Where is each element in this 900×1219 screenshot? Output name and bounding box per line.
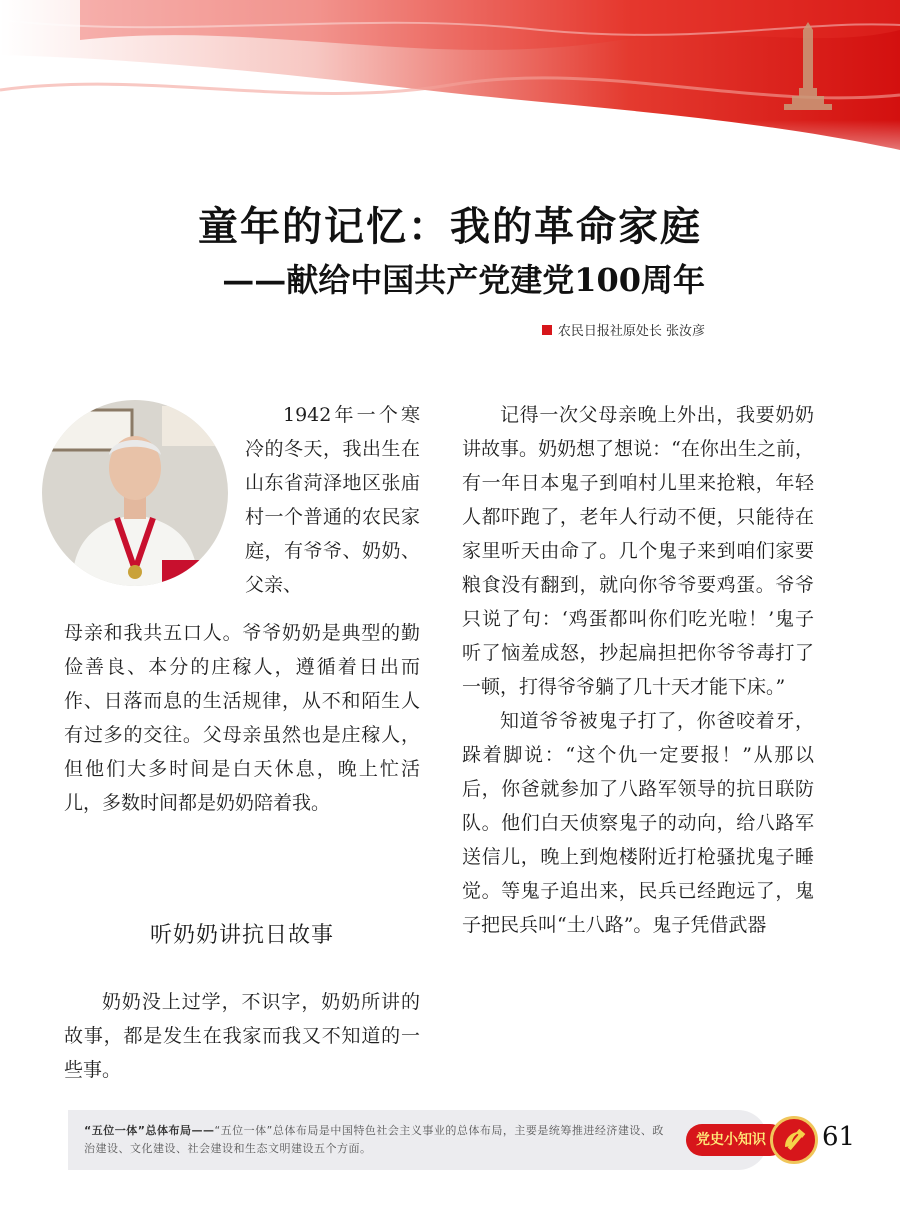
header-banner bbox=[0, 0, 900, 190]
paragraph-text: 知道爷爷被鬼子打了，你爸咬着牙，跺着脚说：“这个仇一定要报！”从那以后，你爸就参加了八路军领导的抗日联防队。他们白天侦察鬼子的动向，给八路军送信儿，晚上到炮楼附近打枪骚扰鬼子睡觉。等鬼子追出来，民兵已经跑远了，鬼子把民兵叫“土八路”。鬼子凭借武器 bbox=[462, 710, 814, 936]
paragraph-text: 奶奶没上过学，不识字，奶奶所讲的故事，都是发生在我家而我又不知道的一些事。 bbox=[64, 991, 420, 1081]
byline-text: 农民日报社原处长 张汝彦 bbox=[557, 324, 705, 339]
author-portrait bbox=[42, 400, 228, 586]
section-heading: 听奶奶讲抗日故事 bbox=[149, 923, 334, 948]
grandma-paragraph bbox=[64, 985, 420, 1087]
right-column bbox=[462, 398, 814, 942]
byline bbox=[542, 320, 705, 339]
footer-definition: “五位一体”总体布局是中国特色社会主义事业的总体布局，主要是统筹推进经济建设、政治建设、文化建设、社会建设和生态文明建设五个方面。 bbox=[84, 1124, 664, 1155]
paragraph-text: 母亲和我共五口人。爷爷奶奶是典型的勤俭善良、本分的庄稼人，遵循着日出而作、日落而息的生活规律，从不和陌生人有过多的交往。父母亲虽然也是庄稼人，但他们大多时间是白天休息，晚上忙活儿，多数时间都是奶奶陪着我。 bbox=[64, 622, 420, 814]
intro-paragraph-top bbox=[245, 398, 420, 602]
article-subtitle: ——献给中国共产党建党100周年 bbox=[222, 261, 705, 299]
intro-paragraph-rest bbox=[64, 616, 420, 820]
article-title: 童年的记忆：我的革命家庭 bbox=[198, 203, 702, 250]
byline-marker-icon bbox=[542, 325, 552, 335]
footer-text bbox=[84, 1122, 674, 1158]
party-history-badge: 党史小知识 bbox=[686, 1124, 786, 1156]
paragraph-text: 记得一次父母亲晚上外出，我要奶奶讲故事。奶奶想了想说：“在你出生之前，有一年日本鬼子到咱村儿里来抢粮，年轻人都吓跑了，老年人行动不便，只能待在家里听天由命了。几个鬼子来到咱们家要粮食没有翻到，就向你爷爷要鸡蛋。爷爷只说了句：‘鸡蛋都叫你们吃光啦！’鬼子听了恼羞成怒，抄起扁担把你爷爷毒打了一顿，打得爷爷躺了几十天才能下床。” bbox=[462, 404, 814, 698]
party-emblem-icon bbox=[770, 1116, 818, 1164]
footer-term: “五位一体”总体布局—— bbox=[84, 1124, 215, 1137]
page-number: 61 bbox=[822, 1122, 856, 1152]
footer-knowledge-box bbox=[68, 1110, 768, 1170]
paragraph-text: 1942年一个寒冷的冬天，我出生在山东省菏泽地区张庙村一个普通的农民家庭，有爷爷、奶奶、父亲、 bbox=[245, 404, 420, 596]
